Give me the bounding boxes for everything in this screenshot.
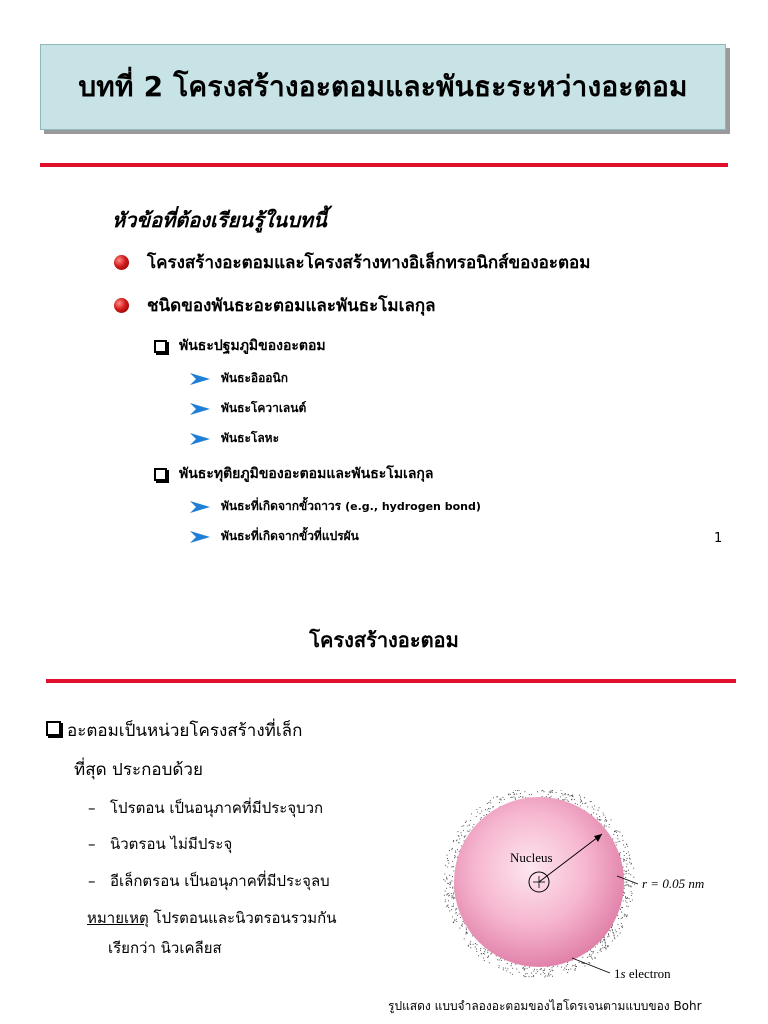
list-item (88, 869, 330, 893)
checkbox-bullet-icon (154, 468, 167, 481)
list-item (190, 369, 288, 388)
bullet-text: ชนิดของพันธะอะตอมและพันธะโมเลกุล (147, 296, 436, 316)
dash-bullet: – (88, 835, 96, 853)
slide-title-box (40, 44, 726, 130)
section-heading: หัวข้อที่ต้องเรียนรู้ในบทนี้ (112, 208, 327, 232)
dash-bullet: – (88, 872, 96, 890)
nucleus-label: Nucleus (510, 850, 553, 865)
bohr-atom-diagram (442, 790, 762, 986)
arrow-bullet-icon (190, 433, 210, 445)
list-item-text: พันธะที่เกิดจากขั้วที่แปรผัน (221, 529, 359, 543)
list-item (190, 399, 306, 418)
list-item (190, 429, 279, 448)
sub-topic (154, 463, 433, 485)
title-divider (46, 679, 736, 683)
list-item-text: อีเล็กตรอน เป็นอนุภาคที่มีประจุลบ (110, 872, 330, 890)
note-label: หมายเหตุ (87, 909, 149, 927)
note (87, 906, 337, 930)
red-bullet-icon (114, 298, 129, 313)
electron-label: 1s electron (614, 966, 671, 981)
slide2-title: โครงสร้างอะตอม (309, 628, 459, 652)
list-item-note: (e.g., hydrogen bond) (345, 500, 481, 513)
list-item (190, 527, 359, 546)
intro-line1: อะตอมเป็นหน่วยโครงสร้างที่เล็ก (67, 721, 303, 741)
slide-title: บทที่ 2 โครงสร้างอะตอมและพันธะระหว่างอะตอม (78, 70, 688, 103)
checkbox-bullet-icon (154, 340, 167, 353)
list-item (88, 832, 232, 856)
radius-label: r = 0.05 nm (642, 876, 705, 891)
note-text: โปรตอนและนิวตรอนรวมกัน (148, 909, 337, 927)
title-divider (40, 163, 728, 167)
list-item-text: โปรตอน เป็นอนุภาคที่มีประจุบวก (110, 799, 324, 817)
list-item (190, 497, 481, 516)
sub-topic-label: พันธะปฐมภูมิของอะตอม (179, 338, 326, 354)
intro-paragraph (46, 717, 302, 744)
figure-caption: รูปแสดง แบบจำลองอะตอมของไฮโดรเจนตามแบบของ Bohr (388, 999, 702, 1013)
arrow-bullet-icon (190, 373, 210, 385)
checkbox-bullet-icon (46, 721, 61, 736)
sub-topic (154, 335, 326, 357)
bullet-text: โครงสร้างอะตอมและโครงสร้างทางอิเล็กทรอนิกส์ของอะตอม (147, 253, 591, 273)
arrow-bullet-icon (190, 531, 210, 543)
list-item-text: พันธะโควาเลนต์ (221, 401, 307, 415)
list-item-text: นิวตรอน ไม่มีประจุ (110, 835, 233, 853)
list-item-text: พันธะอิออนิก (221, 371, 288, 385)
dash-bullet: – (88, 799, 96, 817)
page-number: 1 (714, 531, 723, 546)
red-bullet-icon (114, 255, 129, 270)
list-item-text: พันธะที่เกิดจากขั้วถาวร (221, 499, 342, 513)
arrow-bullet-icon (190, 403, 210, 415)
intro-line2: ที่สุด ประกอบด้วย (74, 760, 203, 780)
list-item (88, 796, 323, 820)
bullet-item (114, 249, 590, 276)
bullet-item (114, 292, 436, 319)
electron-leader (572, 958, 610, 973)
note-line2: เรียกว่า นิวเคลียส (108, 939, 222, 957)
arrow-bullet-icon (190, 501, 210, 513)
sub-topic-label: พันธะทุติยภูมิของอะตอมและพันธะโมเลกุล (179, 466, 434, 482)
list-item-text: พันธะโลหะ (221, 431, 280, 445)
